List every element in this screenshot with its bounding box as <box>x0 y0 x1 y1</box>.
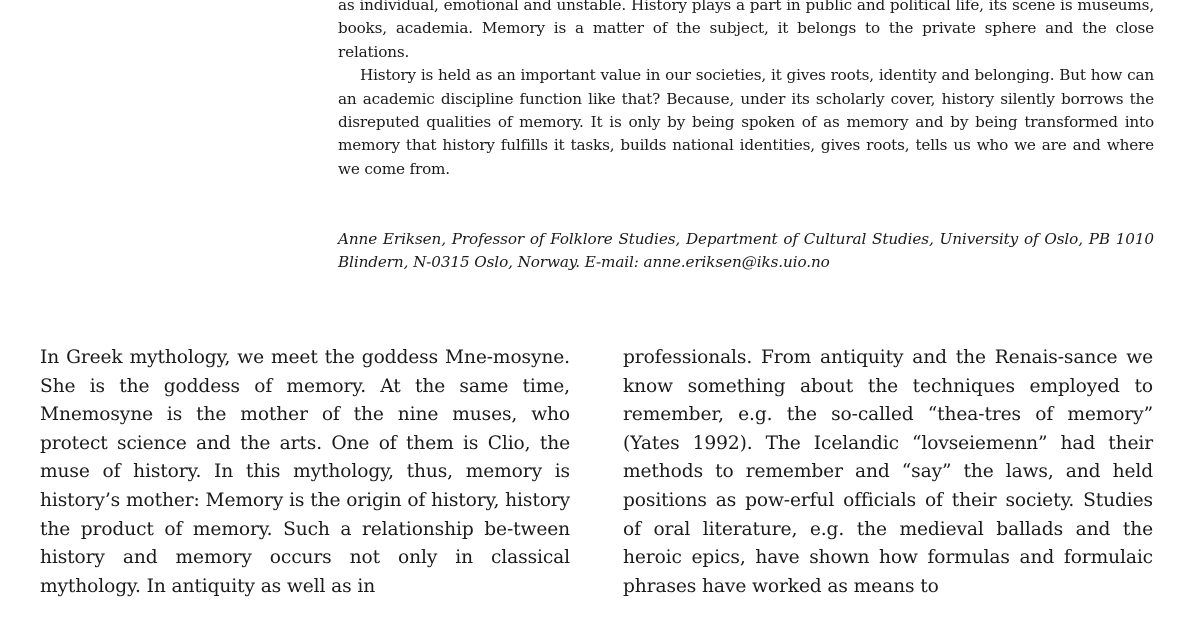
body-column-left <box>40 344 570 601</box>
abstract-paragraph: History is held as an important value in our societies, it gives roots, identity and belonging. But how can an academic discipline function like that? Because, under its scholarly cover, history silently borrows the disreputed qualities of memory. It is only by being spoken of as memory and by being transformed into memory that history fulfills it tasks, builds national identities, gives roots, tells us who we are and where we come from. <box>338 66 1154 178</box>
body-column-right <box>623 344 1153 601</box>
abstract-paragraph: as individual, emotional and unstable. History plays a part in public and political life, its scene is museums, books, academia. Memory is a matter of the subject, it belongs to the private sphere and the close relations. <box>338 0 1154 61</box>
abstract-block <box>338 0 1154 181</box>
author-affiliation: Anne Eriksen, Professor of Folklore Studies, Department of Cultural Studies, University of Oslo, PB 1010 Blindern, N-0315 Oslo, Norway. E-mail: anne.eriksen@iks.uio.no <box>338 230 1154 272</box>
body-paragraph: professionals. From antiquity and the Renais-sance we know something about the techniques employed to remember, e.g. the so-called “thea-tres of memory” (Yates 1992). The Icelandic “lovseiemenn” had their methods to remember and “say” the laws, and held positions as pow-erful officials of their society. Studies of oral literature, e.g. the medieval ballads and the heroic epics, have shown how formulas and formulaic phrases have worked as means to <box>623 347 1153 597</box>
body-paragraph: In Greek mythology, we meet the goddess Mne-mosyne. She is the goddess of memory. At the same time, Mnemosyne is the mother of the nine muses, who protect science and the arts. One of them is Clio, the muse of history. In this mythology, thus, memory is history’s mother: Memory is the origin of history, history the product of memory. Such a relationship be-tween history and memory occurs not only in classical mythology. In antiquity as well as in <box>40 347 570 597</box>
